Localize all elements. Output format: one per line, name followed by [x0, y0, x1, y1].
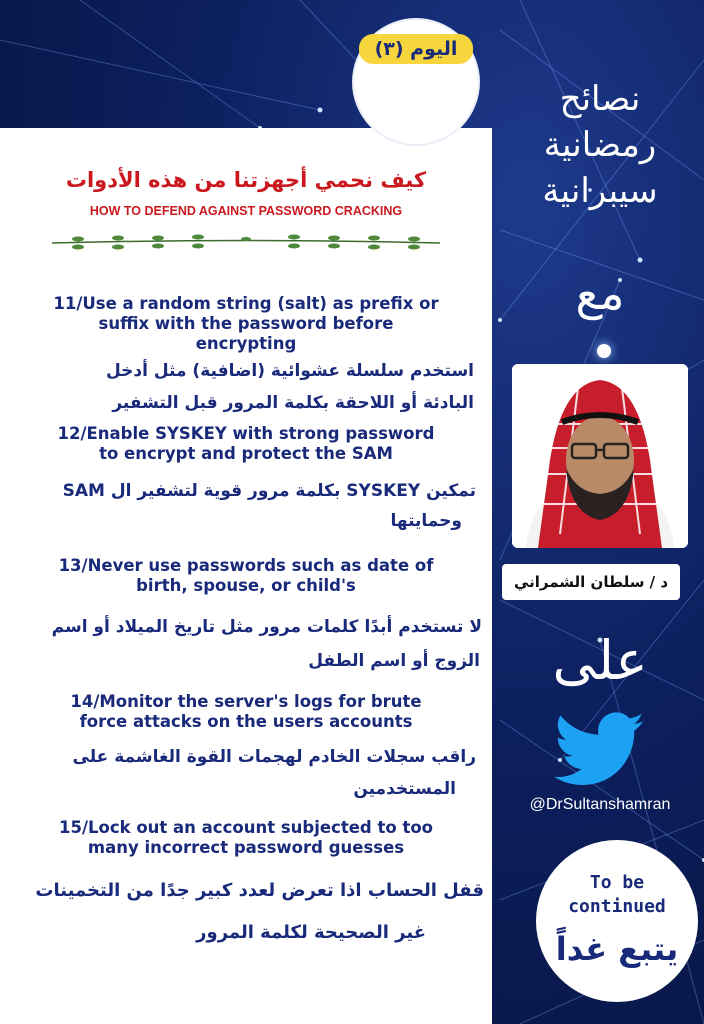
tip-12-ar-line-1: تمكين SYSKEY بكلمة مرور قوية لتشفير ال SAM: [62, 481, 476, 501]
tip-14-ar-line-1: راقب سجلات الخادم لهجمات القوة الغاشمة على: [72, 747, 476, 767]
title-english: HOW TO DEFEND AGAINST PASSWORD CRACKING: [89, 204, 403, 218]
day-badge: [352, 18, 480, 146]
tip-15-en-line-1: 15/Lock out an account subjected to too: [59, 818, 433, 837]
tip-11-ar-line-2: البادئة أو اللاحقة بكلمة المرور قبل التشفير: [112, 393, 474, 413]
author-photo: [512, 364, 688, 548]
tip-11-ar-line-1: استخدم سلسلة عشوائية (اضافية) مثل أدخل: [105, 361, 474, 381]
tip-14-en-line-2: force attacks on the users accounts: [79, 712, 413, 731]
twitter-bird-icon: [554, 712, 646, 788]
tip-13-en-line-2: birth, spouse, or child's: [136, 576, 356, 595]
tip-11-en-line-1: 11/Use a random string (salt) as prefix or: [53, 294, 439, 313]
tip-13-en-line-1: 13/Never use passwords such as date of: [58, 556, 434, 575]
title-arabic: كيف نحمي أجهزتنا من هذه الأدوات: [65, 168, 427, 192]
tip-14-ar-line-2: المستخدمين: [353, 779, 456, 799]
glow-dot-icon: [597, 344, 611, 358]
continued-ar: يتبع غداً: [555, 930, 679, 968]
tip-13-ar-line-1: لا تستخدم أبدًا كلمات مرور مثل تاريخ الميلاد أو اسم: [51, 617, 482, 637]
tip-15-ar-line-2: غير الصحيحة لكلمة المرور: [196, 922, 426, 943]
tip-15-en-line-2: many incorrect password guesses: [87, 838, 405, 857]
tip-13-ar-line-2: الزوج أو اسم الطفل: [308, 651, 480, 671]
heading-line-3: سيبرانية: [542, 171, 658, 211]
tip-11-en-line-3: encrypting: [195, 334, 297, 353]
continued-en-line-2: continued: [568, 896, 666, 917]
twitter-handle[interactable]: @DrSultanshamran: [529, 796, 671, 813]
heading-line-1: نصائح: [559, 79, 641, 119]
tip-15-ar-line-1: قفل الحساب اذا تعرض لعدد كبير جدًا من التخمينات: [35, 880, 484, 901]
on-label: على: [552, 629, 648, 692]
day-label: اليوم (٣): [359, 34, 474, 64]
tip-11-en-line-2: suffix with the password before: [98, 314, 394, 333]
continued-badge: [536, 840, 698, 1002]
tip-12-ar-line-2: وحمايتها: [390, 511, 462, 531]
leaf-garland-icon: [48, 232, 444, 254]
heading-line-2: رمضانية: [543, 125, 657, 165]
author-name: د / سلطان الشمراني: [502, 564, 680, 600]
series-heading: [496, 76, 704, 214]
tip-14-en-line-1: 14/Monitor the server's logs for brute: [70, 692, 422, 711]
with-label: مع: [575, 266, 625, 320]
tip-12-en-line-2: to encrypt and protect the SAM: [99, 444, 393, 463]
author-portrait-icon: [512, 364, 688, 548]
tip-12-en-line-1: 12/Enable SYSKEY with strong password: [57, 424, 435, 443]
continued-en-line-1: To be: [589, 872, 645, 893]
